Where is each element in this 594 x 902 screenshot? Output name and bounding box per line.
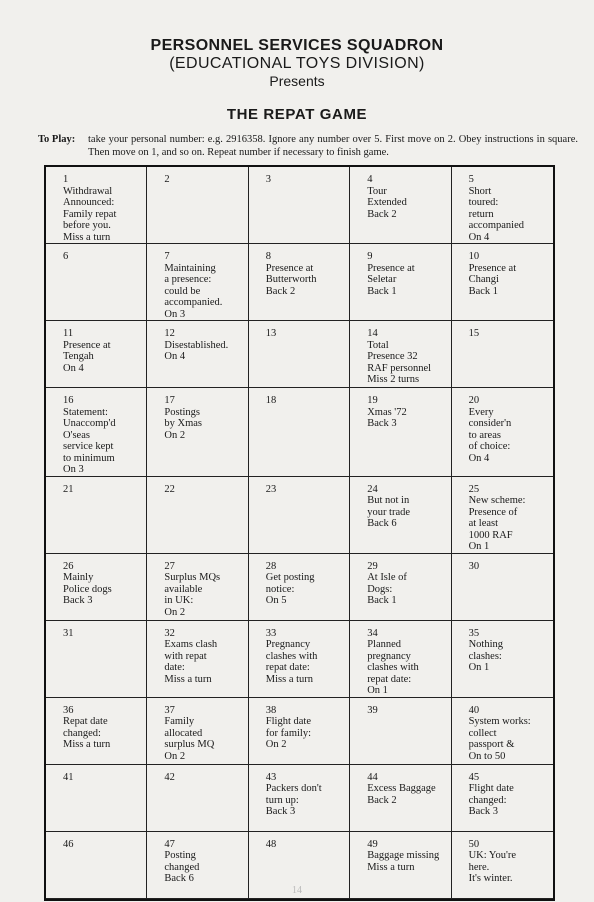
instructions-text: take your personal number: e.g. 2916358. Ignore any number over 5. First move on 2. Obey instructions in square. Then move on 1, and so on. Repeat number if necessary to finish game. <box>88 134 578 158</box>
square-number: 43 <box>265 771 277 783</box>
square-instruction: Short toured: return accompanied On 4 <box>468 185 524 243</box>
board-square <box>350 244 451 321</box>
board-square <box>46 244 147 321</box>
board-square <box>452 388 553 477</box>
header-line-2: (EDUCATIONAL TOYS DIVISION) <box>169 55 425 72</box>
square-number: 47 <box>164 838 175 850</box>
board-square <box>249 621 350 698</box>
square-number: 9 <box>367 251 373 262</box>
board-square <box>350 321 451 388</box>
board-square <box>46 621 147 698</box>
board-square <box>249 554 350 621</box>
square-number: 31 <box>63 627 74 639</box>
board-square <box>46 698 147 765</box>
board-square <box>147 244 248 321</box>
game-board <box>44 165 555 901</box>
board-square <box>452 698 553 765</box>
square-number: 16 <box>63 395 74 407</box>
square-number: 17 <box>164 395 175 407</box>
square-number: 14 <box>367 328 378 339</box>
board-square <box>350 765 451 832</box>
square-instruction: Every consider'n to areas of choice: On 4 <box>468 406 512 464</box>
board-square <box>452 621 553 698</box>
square-instruction: UK: You're here. It's winter. <box>468 850 516 885</box>
square-instruction: Flight date for family: On 2 <box>265 716 312 751</box>
board-square <box>249 244 350 321</box>
square-number: 37 <box>164 704 175 716</box>
header-line-3: Presents <box>269 73 325 89</box>
header-line-1: PERSONNEL SERVICES SQUADRON <box>150 37 444 54</box>
square-number: 40 <box>468 704 480 716</box>
square-number: 39 <box>367 704 378 716</box>
square-number: 32 <box>164 627 175 639</box>
board-square <box>452 244 553 321</box>
square-instruction: At Isle of Dogs: Back 1 <box>367 572 407 607</box>
square-instruction: Withdrawal Announced: Family repat before you. Miss a turn <box>63 185 117 243</box>
board-square <box>147 765 248 832</box>
square-number: 26 <box>63 560 74 572</box>
square-number: 7 <box>164 251 170 262</box>
square-number: 48 <box>265 838 277 850</box>
square-instruction: Presence at Butterworth Back 2 <box>265 262 317 297</box>
square-instruction: Postings by Xmas On 2 <box>164 406 203 441</box>
board-square <box>147 698 248 765</box>
square-number: 29 <box>367 560 378 572</box>
board-square <box>147 388 248 477</box>
square-number: 35 <box>468 627 480 639</box>
square-number: 6 <box>63 251 69 262</box>
board-square <box>46 388 147 477</box>
square-instruction: Statement: Unaccomp'd O'seas service kept to minimum On 3 <box>63 406 116 476</box>
square-instruction: Surplus MQs available in UK: On 2 <box>164 572 221 618</box>
square-number: 24 <box>367 483 378 495</box>
square-instruction: Tour Extended Back 2 <box>367 185 407 220</box>
board-square <box>350 477 451 554</box>
board-square <box>249 698 350 765</box>
square-number: 34 <box>367 627 378 639</box>
square-number: 33 <box>265 627 277 639</box>
board-square <box>452 765 553 832</box>
square-instruction: Disestablished. On 4 <box>164 339 229 362</box>
square-instruction: Presence at Tengah On 4 <box>63 339 111 374</box>
square-number: 49 <box>367 838 378 850</box>
square-number: 25 <box>468 483 480 495</box>
square-instruction: Presence at Changi Back 1 <box>468 262 517 297</box>
square-number: 22 <box>164 483 175 495</box>
board-square <box>249 388 350 477</box>
board-square <box>249 167 350 244</box>
square-number: 10 <box>468 251 480 262</box>
square-number: 23 <box>265 483 277 495</box>
square-number: 38 <box>265 704 277 716</box>
board-square <box>452 321 553 388</box>
square-number: 44 <box>367 771 378 783</box>
square-instruction: Xmas '72 Back 3 <box>367 406 407 430</box>
square-number: 36 <box>63 704 74 716</box>
square-instruction: Pregnancy clashes with repat date: Miss a turn <box>265 639 318 685</box>
board-square <box>249 765 350 832</box>
square-number: 41 <box>63 771 74 783</box>
square-instruction: But not in your trade Back 6 <box>367 495 411 530</box>
square-instruction: Flight date changed: Back 3 <box>468 783 514 818</box>
square-number: 15 <box>468 328 480 339</box>
square-instruction: Mainly Police dogs Back 3 <box>63 572 112 607</box>
square-number: 5 <box>468 174 474 185</box>
board-square <box>147 321 248 388</box>
square-number: 18 <box>265 395 277 407</box>
board-square <box>350 554 451 621</box>
square-number: 20 <box>468 395 480 407</box>
board-square <box>46 477 147 554</box>
board-square <box>46 765 147 832</box>
board-square <box>147 621 248 698</box>
page-number: 14 <box>292 885 302 896</box>
board-square <box>452 477 553 554</box>
square-number: 27 <box>164 560 175 572</box>
square-instruction: System works: collect passport & On to 50 <box>468 716 531 762</box>
square-number: 1 <box>63 174 69 185</box>
board-square <box>452 554 553 621</box>
square-number: 11 <box>63 328 74 339</box>
board-square <box>249 477 350 554</box>
square-instruction: Baggage missing Miss a turn <box>367 850 440 873</box>
square-number: 46 <box>63 838 74 850</box>
board-square <box>350 621 451 698</box>
board-square <box>350 167 451 244</box>
square-number: 42 <box>164 771 175 783</box>
square-number: 21 <box>63 483 74 495</box>
square-number: 3 <box>265 174 272 185</box>
square-instruction: Total Presence 32 RAF personnel Miss 2 turns <box>367 339 432 385</box>
square-number: 28 <box>265 560 277 572</box>
instructions-label: To Play: <box>38 134 76 145</box>
square-number: 4 <box>367 174 373 185</box>
square-number: 2 <box>164 174 170 185</box>
square-instruction: Posting changed Back 6 <box>164 850 200 885</box>
square-instruction: Exams clash with repat date: Miss a turn <box>164 639 218 685</box>
board-square <box>147 167 248 244</box>
board-square <box>46 321 147 388</box>
board-square <box>46 554 147 621</box>
square-instruction: New scheme: Presence of at least 1000 RAF On 1 <box>468 495 526 553</box>
square-instruction: Planned pregnancy clashes with repat date: On 1 <box>367 639 419 697</box>
page-title: THE REPAT GAME <box>226 106 368 123</box>
square-instruction: Excess Baggage Back 2 <box>367 783 436 806</box>
square-number: 19 <box>367 395 378 407</box>
square-instruction: Presence at Seletar Back 1 <box>367 262 415 297</box>
square-number: 50 <box>468 838 480 850</box>
board-square <box>249 321 350 388</box>
square-instruction: Get posting notice: On 5 <box>265 572 315 607</box>
board-square <box>46 167 147 244</box>
square-number: 13 <box>265 328 277 339</box>
square-number: 30 <box>468 560 480 572</box>
square-instruction: Family allocated surplus MQ On 2 <box>164 716 215 762</box>
board-square <box>350 388 451 477</box>
square-instruction: Repat date changed: Miss a turn <box>63 716 111 751</box>
square-number: 12 <box>164 328 175 339</box>
board-square <box>350 698 451 765</box>
board-square <box>452 167 553 244</box>
square-instruction: Maintaining a presence: could be accompanied. On 3 <box>164 262 223 320</box>
board-square <box>147 477 248 554</box>
square-instruction: Nothing clashes: On 1 <box>468 639 504 674</box>
square-instruction: Packers don't turn up: Back 3 <box>265 783 322 818</box>
square-number: 8 <box>265 251 272 262</box>
square-number: 45 <box>468 771 480 783</box>
board-square <box>147 554 248 621</box>
